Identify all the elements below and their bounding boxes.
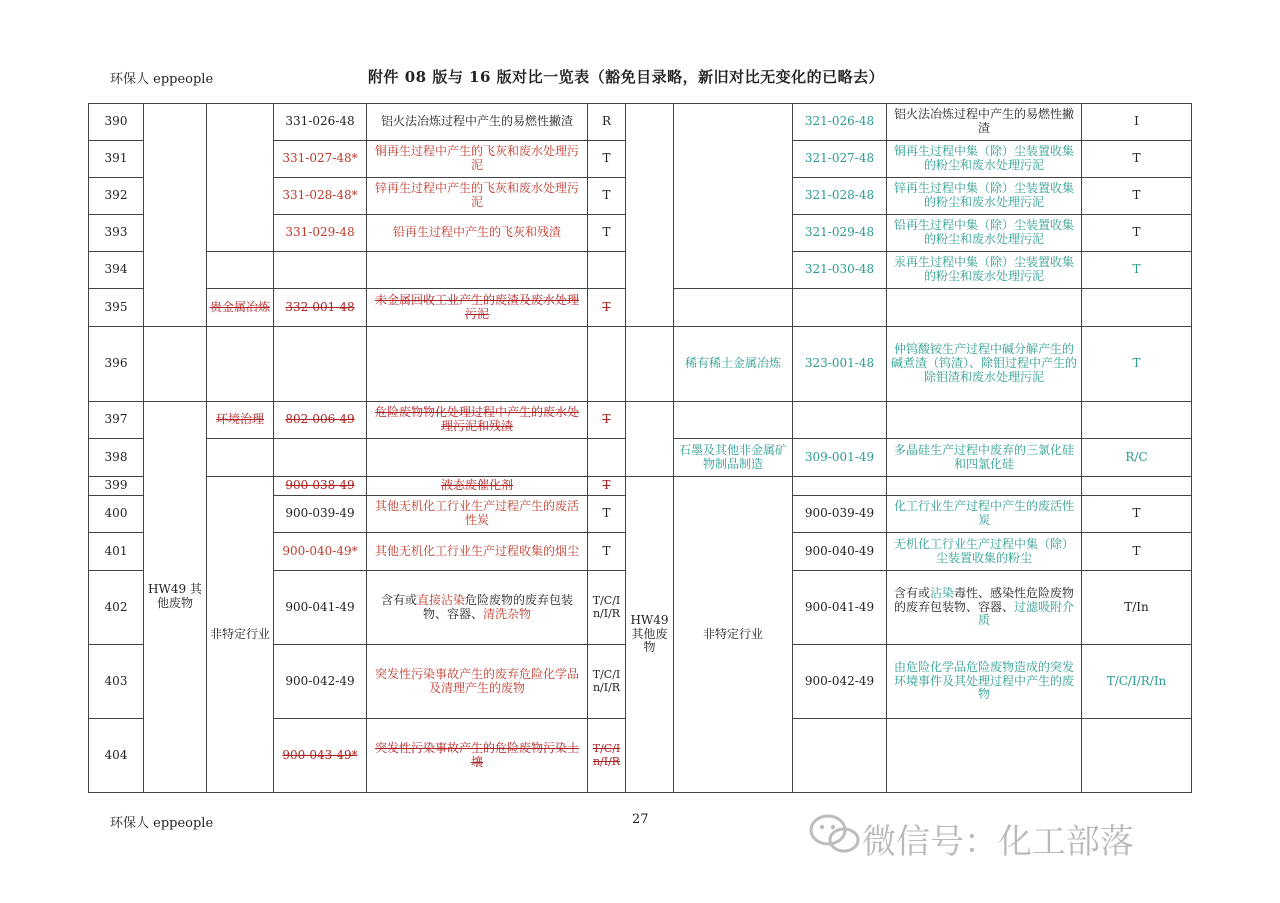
- new-characteristic: I: [1082, 104, 1192, 141]
- old-characteristic: T: [588, 289, 626, 327]
- old-characteristic: T: [588, 215, 626, 252]
- old-characteristic: T: [588, 141, 626, 178]
- old-characteristic: T: [588, 402, 626, 439]
- old-characteristic: T: [588, 477, 626, 496]
- old-code: 900-040-49*: [274, 533, 367, 571]
- new-code: [793, 719, 887, 793]
- old-desc-changed: 直接沾染: [416, 592, 465, 607]
- old-description: [367, 327, 588, 402]
- old-characteristic: T: [588, 533, 626, 571]
- new-desc-part: 含有或: [893, 585, 930, 600]
- old-desc-changed: 清洗杂物: [483, 606, 532, 621]
- old-characteristic: T/C/In/I/R: [588, 571, 626, 645]
- new-characteristic: T: [1082, 215, 1192, 252]
- old-code: 331-028-48*: [274, 178, 367, 215]
- old-characteristic: T/C/In/I/R: [588, 645, 626, 719]
- old-code: 900-042-49: [274, 645, 367, 719]
- old-code: [274, 252, 367, 289]
- old-description: 其他无机化工行业生产过程产生的废活性炭: [367, 496, 588, 533]
- table-row: [89, 327, 1192, 402]
- new-description: 由危险化学品危险废物造成的突发环境事件及其处理过程中产生的废物: [887, 645, 1082, 719]
- new-characteristic: [1082, 402, 1192, 439]
- old-characteristic: [588, 439, 626, 477]
- new-description: 无机化工行业生产过程中集（除）尘装置收集的粉尘: [887, 533, 1082, 571]
- old-industry-cell: [207, 252, 274, 289]
- old-description: [367, 439, 588, 477]
- old-characteristic: R: [588, 104, 626, 141]
- new-characteristic: T: [1082, 178, 1192, 215]
- table-row: [89, 104, 1192, 141]
- new-description: 铝火法冶炼过程中产生的易燃性撇渣: [887, 104, 1082, 141]
- old-code: 900-039-49: [274, 496, 367, 533]
- old-description: 突发性污染事故产生的废弃危险化学品及清理产生的废物: [367, 645, 588, 719]
- row-number: 397: [89, 402, 144, 439]
- new-industry-cell: [674, 402, 793, 439]
- old-industry-cell: [207, 327, 274, 402]
- new-code: [793, 289, 887, 327]
- old-desc-part: 含有或: [380, 592, 417, 607]
- table-row: [89, 477, 1192, 496]
- row-number: 390: [89, 104, 144, 141]
- new-industry-cell: 石墨及其他非金属矿物制品制造: [674, 439, 793, 477]
- old-code: 900-041-49: [274, 571, 367, 645]
- new-code: 323-001-48: [793, 327, 887, 402]
- new-characteristic: [1082, 289, 1192, 327]
- new-description: [887, 719, 1082, 793]
- old-category-cell: [144, 327, 207, 402]
- new-description: 仲钨酸铵生产过程中碱分解产生的碱煮渣（钨渣）、除钼过程中产生的除钼渣和废水处理污泥: [887, 327, 1082, 402]
- old-description: 突发性污染事故产生的危险废物污染土壤: [367, 719, 588, 793]
- new-characteristic: T: [1082, 496, 1192, 533]
- new-code: 309-001-49: [793, 439, 887, 477]
- new-description: 铜再生过程中集（除）尘装置收集的粉尘和废水处理污泥: [887, 141, 1082, 178]
- new-industry-cell: [674, 104, 793, 289]
- footer-left: 环保人 eppeople: [110, 816, 214, 831]
- old-code: 331-027-48*: [274, 141, 367, 178]
- old-description: 铜再生过程中产生的飞灰和废水处理污泥: [367, 141, 588, 178]
- old-characteristic: T/C/In/I/R: [588, 719, 626, 793]
- new-description: 铅再生过程中集（除）尘装置收集的粉尘和废水处理污泥: [887, 215, 1082, 252]
- new-description: 化工行业生产过程中产生的废活性炭: [887, 496, 1082, 533]
- old-characteristic: T: [588, 178, 626, 215]
- old-category-hw49: HW49 其他废物: [144, 402, 207, 793]
- watermark-text: 微信号：化工部落: [862, 822, 1134, 862]
- table-row: [89, 402, 1192, 439]
- row-number: 395: [89, 289, 144, 327]
- page-title: 附件 08 版与 16 版对比一览表（豁免目录略，新旧对比无变化的已略去）: [368, 68, 885, 86]
- wechat-icon: [808, 812, 862, 865]
- new-desc-changed: 沾染: [929, 585, 954, 600]
- new-code: 321-030-48: [793, 252, 887, 289]
- old-desc-part: 危险废物的废弃包装物、容器、: [422, 592, 574, 621]
- new-description: 多晶硅生产过程中废弃的三氯化硅和四氯化硅: [887, 439, 1082, 477]
- old-category-cell: [144, 104, 207, 327]
- new-characteristic: T: [1082, 327, 1192, 402]
- new-code: 321-027-48: [793, 141, 887, 178]
- new-code: 321-028-48: [793, 178, 887, 215]
- old-code: 802-006-49: [274, 402, 367, 439]
- old-code: 331-026-48: [274, 104, 367, 141]
- new-characteristic: [1082, 477, 1192, 496]
- new-description: [887, 402, 1082, 439]
- new-characteristic: T/In: [1082, 571, 1192, 645]
- old-code: 900-038-49: [274, 477, 367, 496]
- old-characteristic: [588, 327, 626, 402]
- old-characteristic: T: [588, 496, 626, 533]
- old-description: 液态废催化剂: [367, 477, 588, 496]
- row-number: 402: [89, 571, 144, 645]
- page-number: 27: [632, 812, 649, 827]
- old-code: 331-029-48: [274, 215, 367, 252]
- old-industry-cell: [207, 439, 274, 477]
- new-characteristic: R/C: [1082, 439, 1192, 477]
- new-characteristic: [1082, 719, 1192, 793]
- comparison-table: [88, 103, 1192, 793]
- new-code: [793, 402, 887, 439]
- new-description: [887, 571, 1082, 645]
- old-industry-cell: 贵金属冶炼: [207, 289, 274, 327]
- new-code: 900-039-49: [793, 496, 887, 533]
- new-code: [793, 477, 887, 496]
- row-number: 401: [89, 533, 144, 571]
- row-number: 392: [89, 178, 144, 215]
- old-code: 900-043-49*: [274, 719, 367, 793]
- new-description: 锌再生过程中集（除）尘装置收集的粉尘和废水处理污泥: [887, 178, 1082, 215]
- new-code: 321-029-48: [793, 215, 887, 252]
- new-desc-part: 毒性、感染性危险废物的废弃包装物、容器、: [893, 585, 1075, 614]
- row-number: 396: [89, 327, 144, 402]
- new-code: 321-026-48: [793, 104, 887, 141]
- new-characteristic: T/C/I/R/In: [1082, 645, 1192, 719]
- new-code: 900-041-49: [793, 571, 887, 645]
- old-industry-cell: [207, 104, 274, 252]
- old-description: [367, 571, 588, 645]
- new-desc-changed: 过滤吸附介质: [977, 599, 1075, 628]
- old-characteristic: [588, 252, 626, 289]
- old-description: 铅再生过程中产生的飞灰和残渣: [367, 215, 588, 252]
- old-code: 332-001-48: [274, 289, 367, 327]
- old-description: 铝火法冶炼过程中产生的易燃性撇渣: [367, 104, 588, 141]
- new-industry-cell: [674, 289, 793, 327]
- row-number: 394: [89, 252, 144, 289]
- row-number: 403: [89, 645, 144, 719]
- old-description: 未金属回收工业产生的废渣及废水处理污泥: [367, 289, 588, 327]
- watermark: [808, 812, 1248, 866]
- new-description: [887, 477, 1082, 496]
- old-industry-cell: 环境治理: [207, 402, 274, 439]
- row-number: 404: [89, 719, 144, 793]
- old-industry-nonspecific: 非特定行业: [207, 477, 274, 793]
- new-description: [887, 289, 1082, 327]
- new-code: 900-042-49: [793, 645, 887, 719]
- row-number: 399: [89, 477, 144, 496]
- new-characteristic: T: [1082, 141, 1192, 178]
- header-left: 环保人 eppeople: [110, 72, 214, 87]
- new-code: 900-040-49: [793, 533, 887, 571]
- new-industry-cell: 稀有稀土金属冶炼: [674, 327, 793, 402]
- row-number: 398: [89, 439, 144, 477]
- new-industry-nonspecific: 非特定行业: [674, 477, 793, 793]
- new-category-cell: [626, 327, 674, 402]
- old-description: 锌再生过程中产生的飞灰和废水处理污泥: [367, 178, 588, 215]
- new-category-cell: [626, 104, 674, 327]
- old-description: 危险废物物化处理过程中产生的废水处理污泥和残渣: [367, 402, 588, 439]
- new-characteristic: T: [1082, 533, 1192, 571]
- new-category-hw49: HW49 其他废物: [626, 477, 674, 793]
- new-category-cell: [626, 402, 674, 477]
- old-code: [274, 439, 367, 477]
- old-code: [274, 327, 367, 402]
- old-description: [367, 252, 588, 289]
- row-number: 391: [89, 141, 144, 178]
- row-number: 400: [89, 496, 144, 533]
- new-description: 汞再生过程中集（除）尘装置收集的粉尘和废水处理污泥: [887, 252, 1082, 289]
- row-number: 393: [89, 215, 144, 252]
- old-description: 其他无机化工行业生产过程收集的烟尘: [367, 533, 588, 571]
- new-characteristic: T: [1082, 252, 1192, 289]
